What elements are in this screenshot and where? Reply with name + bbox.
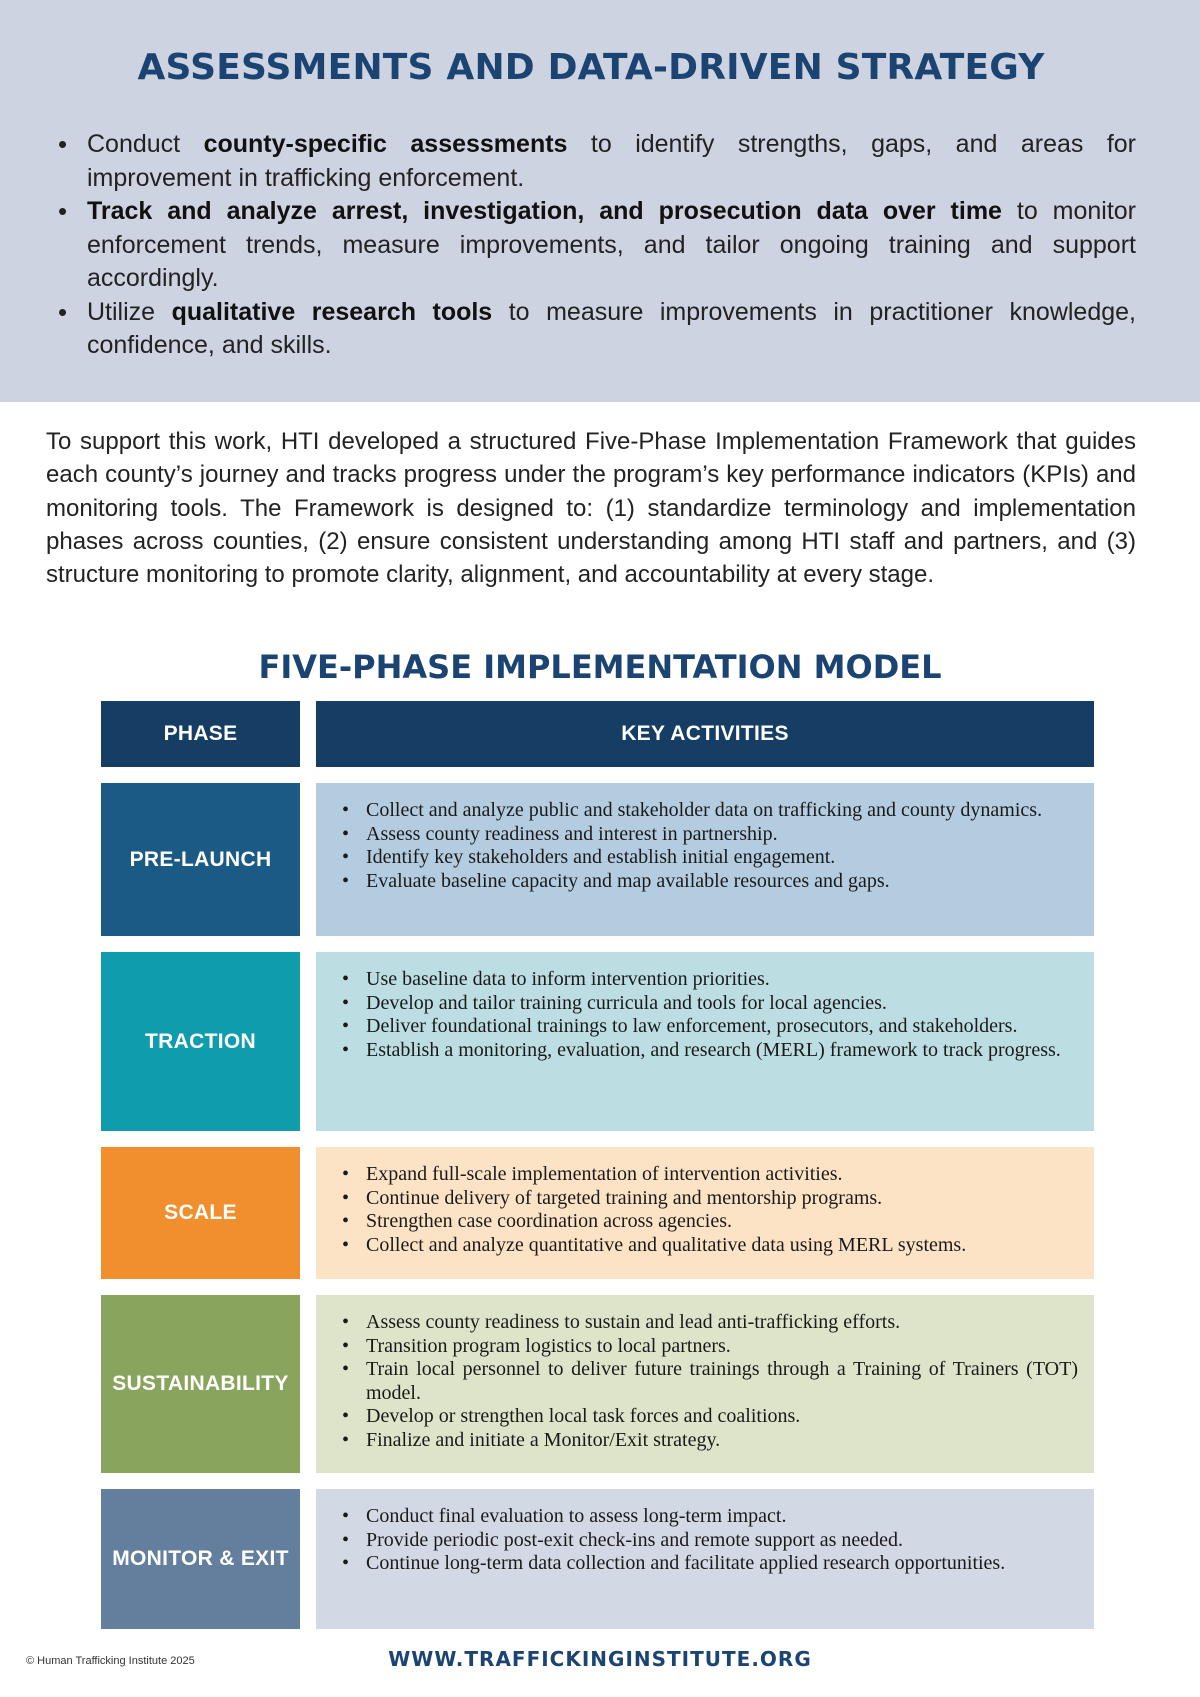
activity-item: • Evaluate baseline capacity and map available resources and gaps.: [332, 870, 1078, 894]
activity-item: • Use baseline data to inform intervention priorities.: [332, 968, 1078, 992]
activity-item: • Strengthen case coordination across agencies.: [332, 1210, 1078, 1234]
activity-item: • Identify key stakeholders and establish initial engagement.: [332, 846, 1078, 870]
activity-item: • Conduct final evaluation to assess long-term impact.: [332, 1505, 1078, 1529]
activities-list: [332, 1505, 1078, 1576]
bullet-bold-text: county-specific assessments: [203, 130, 568, 158]
bullet-item: [46, 195, 1136, 296]
activity-item: • Provide periodic post-exit check-ins and remote support as needed.: [332, 1529, 1078, 1553]
header-phase: PHASE: [101, 701, 300, 767]
activity-item: • Transition program logistics to local partners.: [332, 1335, 1078, 1359]
activities-list: [332, 968, 1078, 1062]
website-link[interactable]: WWW.TRAFFICKINGINSTITUTE.ORG: [388, 1647, 812, 1671]
phase-cell-sustainability: SUSTAINABILITY: [101, 1295, 300, 1473]
activity-item: • Assess county readiness and interest in partnership.: [332, 823, 1078, 847]
activities-list: [332, 1163, 1078, 1257]
assessment-bullets: [46, 128, 1136, 363]
activity-item: • Continue long-term data collection and facilitate applied research opportunities.: [332, 1552, 1078, 1576]
bullet-text: to measure improvements in practitioner knowledge, confidence, and skills.: [87, 297, 1136, 359]
activities-list: [332, 799, 1078, 893]
activity-item: • Finalize and initiate a Monitor/Exit strategy.: [332, 1429, 1078, 1453]
activities-list: [332, 1311, 1078, 1452]
phase-cell-traction: TRACTION: [101, 952, 300, 1131]
activity-item: • Collect and analyze quantitative and qualitative data using MERL systems.: [332, 1234, 1078, 1258]
activity-item: • Assess county readiness to sustain and lead anti-trafficking efforts.: [332, 1311, 1078, 1335]
bullet-text: to identify strengths, gaps, and areas for improvement in trafficking enforcement.: [87, 130, 1136, 192]
activity-item: • Expand full-scale implementation of intervention activities.: [332, 1163, 1078, 1187]
bullet-text: Utilize: [87, 297, 172, 326]
header-key-activities: KEY ACTIVITIES: [316, 701, 1094, 767]
activity-item: • Collect and analyze public and stakeholder data on trafficking and county dynamics.: [332, 799, 1078, 823]
phase-cell-scale: SCALE: [101, 1147, 300, 1279]
assessments-section: [0, 0, 1200, 402]
bullet-text: to monitor enforcement trends, measure improvements, and tailor ongoing training and support accordingly.: [87, 197, 1136, 292]
copyright-text: © Human Trafficking Institute 2025: [26, 1655, 195, 1667]
bullet-bold-text: qualitative research tools: [171, 297, 493, 326]
section-title: ASSESSMENTS AND DATA-DRIVEN STRATEGY: [137, 47, 1045, 88]
bullet-bold-text: Track and analyze arrest, investigation, and prosecution data over time: [87, 197, 1002, 225]
bullet-text: Conduct: [87, 130, 204, 158]
activity-item: • Develop and tailor training curricula and tools for local agencies.: [332, 992, 1078, 1016]
activity-item: • Train local personnel to deliver future trainings through a Training of Trainers (TOT) model.: [332, 1358, 1078, 1405]
activities-cell-sustainability: [316, 1295, 1094, 1473]
activities-cell-pre-launch: [316, 783, 1094, 936]
intro-paragraph: To support this work, HTI developed a structured Five-Phase Implementation Framework that guides each county’s journey and tracks progress under the program’s key performance indicators (KPIs) and monitoring tools. The Framework is designed to: (1) standardize terminology and implementation phases across counties, (2) ensure consistent understanding among HTI staff and partners, and (3) structure monitoring to promote clarity, alignment, and accountability at every stage.: [46, 428, 1136, 589]
activity-item: • Deliver foundational trainings to law enforcement, prosecutors, and stakeholders.: [332, 1015, 1078, 1039]
activities-cell-scale: [316, 1147, 1094, 1279]
activities-cell-traction: [316, 952, 1094, 1131]
activity-item: • Continue delivery of targeted training and mentorship programs.: [332, 1187, 1078, 1211]
activity-item: • Establish a monitoring, evaluation, and research (MERL) framework to track progress.: [332, 1039, 1078, 1063]
model-title: FIVE-PHASE IMPLEMENTATION MODEL: [258, 648, 942, 686]
activity-item: • Develop or strengthen local task forces and coalitions.: [332, 1405, 1078, 1429]
phase-cell-monitor-exit: MONITOR & EXIT: [101, 1489, 300, 1629]
bullet-item: [46, 128, 1136, 195]
activities-cell-monitor-exit: [316, 1489, 1094, 1629]
bullet-item: [46, 296, 1136, 363]
phase-cell-pre-launch: PRE-LAUNCH: [101, 783, 300, 936]
